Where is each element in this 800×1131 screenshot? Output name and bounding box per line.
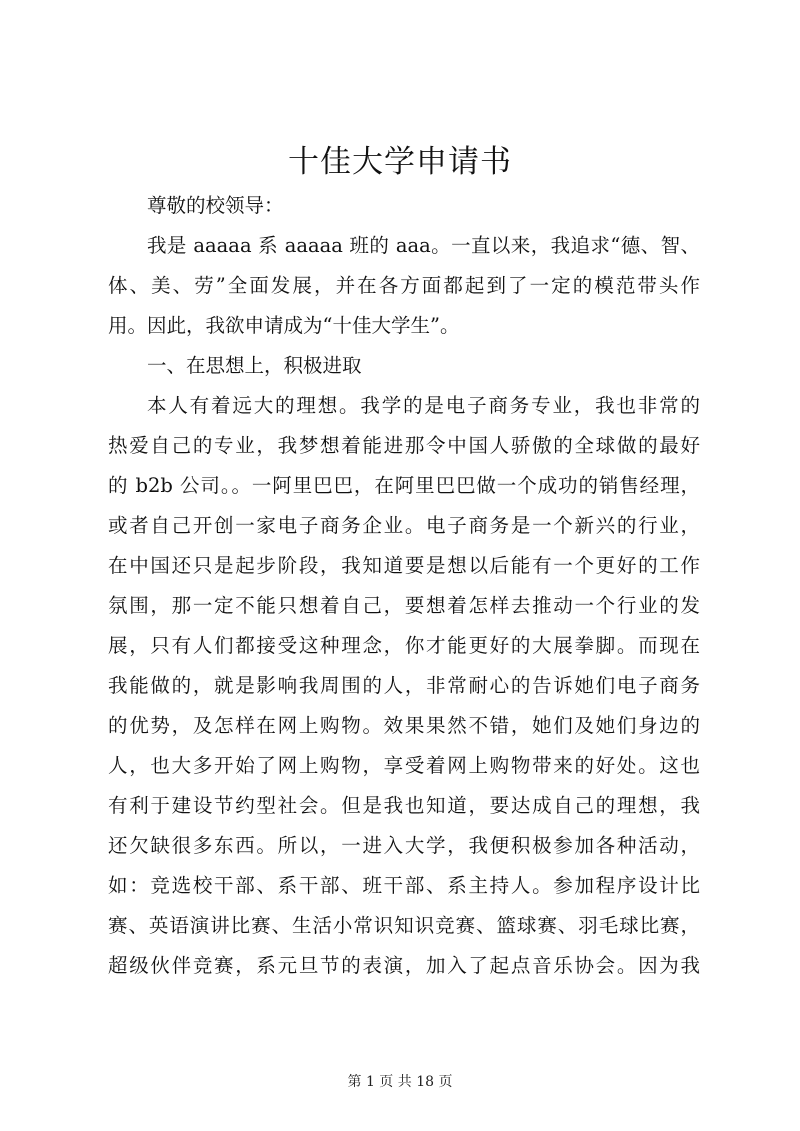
paragraph-line: 的优势，及怎样在网上购物。效果果然不错，她们及她们身边的: [108, 714, 700, 737]
paragraph-line: 热爱自己的专业，我梦想着能进那令中国人骄傲的全球做的最好: [108, 434, 700, 457]
page-number-footer: 第 1 页 共 18 页: [347, 1074, 453, 1090]
paragraph-line: 我能做的，就是影响我周围的人，非常耐心的告诉她们电子商务: [108, 674, 700, 697]
document-title: 十佳大学申请书: [288, 144, 512, 180]
paragraph-line: 如：竞选校干部、系干部、班干部、系主持人。参加程序设计比: [108, 874, 700, 897]
paragraph-line: 的 b2b 公司。。一阿里巴巴，在阿里巴巴做一个成功的销售经理，: [108, 474, 700, 497]
paragraph-line: 本人有着远大的理想。我学的是电子商务专业，我也非常的: [147, 394, 700, 417]
paragraph-line: 用。因此，我欲申请成为“十佳大学生”。: [108, 314, 460, 337]
paragraph-line: 还欠缺很多东西。所以，一进入大学，我便积极参加各种活动，: [108, 834, 700, 857]
paragraph-line: 我是 aaaaa 系 aaaaa 班的 aaa。一直以来，我追求“德、智、: [147, 234, 700, 257]
paragraph-line: 超级伙伴竞赛，系元旦节的表演，加入了起点音乐协会。因为我: [108, 954, 700, 977]
salutation-line: 尊敬的校领导：: [147, 194, 284, 217]
document-body: [108, 186, 700, 986]
paragraph-line: 氛围，那一定不能只想着自己，要想着怎样去推动一个行业的发: [108, 594, 700, 617]
paragraph-line: 在中国还只是起步阶段，我知道要是想以后能有一个更好的工作: [108, 554, 700, 577]
paragraph-line: 有利于建设节约型社会。但是我也知道，要达成自己的理想，我: [108, 794, 700, 817]
paragraph-line: 体、美、劳”全面发展，并在各方面都起到了一定的模范带头作: [108, 274, 700, 297]
paragraph-line: 赛、英语演讲比赛、生活小常识知识竞赛、篮球赛、羽毛球比赛，: [108, 914, 700, 937]
section-heading: 一、在思想上，积极进取: [147, 354, 362, 377]
paragraph-line: 或者自己开创一家电子商务企业。电子商务是一个新兴的行业，: [108, 514, 700, 537]
paragraph-line: 展，只有人们都接受这种理念，你才能更好的大展拳脚。而现在: [108, 634, 700, 657]
paragraph-line: 人，也大多开始了网上购物，享受着网上购物带来的好处。这也: [108, 754, 700, 777]
